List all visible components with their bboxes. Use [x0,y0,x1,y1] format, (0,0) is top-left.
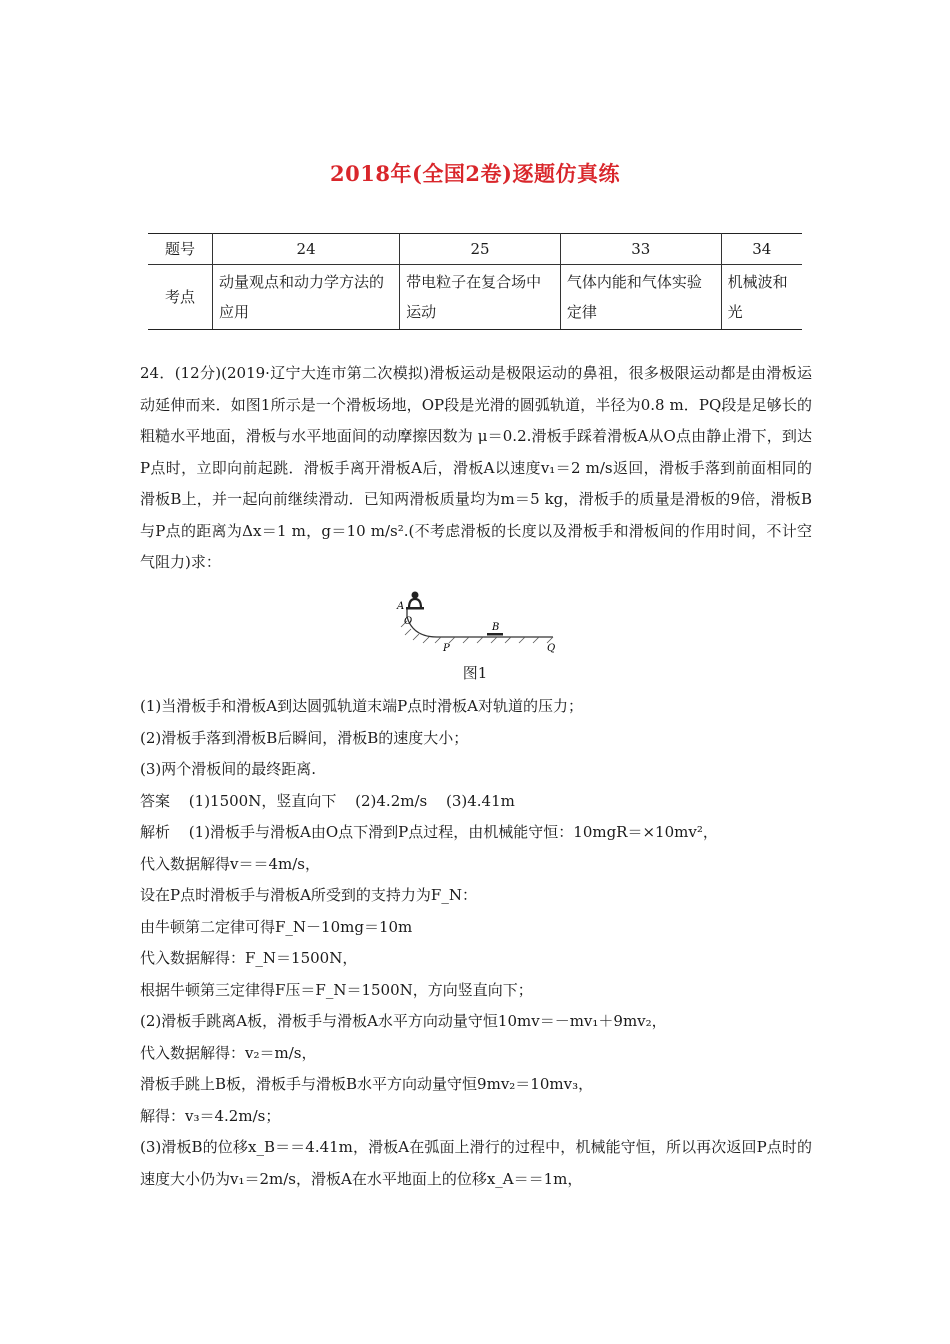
solution-line: 滑板手跳上B板，滑板手与滑板B水平方向动量守恒9mv₂＝10mv₃， [140,1075,594,1093]
solution-line-1 [140,817,812,849]
board-b-icon [487,633,503,636]
answer-part-2: (2)4.2m/s [355,791,428,810]
answer-line [140,786,812,818]
table-row [148,265,802,330]
skater-icon [406,592,424,610]
solution-line: 代入数据解得v＝＝4m/s， [140,854,320,873]
table-cell: 考点 [148,265,213,330]
table-cell: 25 [400,234,561,265]
solution-line: 根据牛顿第三定律得F压＝F_N＝1500N，方向竖直向下； [140,980,533,999]
table-cell: 33 [560,234,721,265]
table-cell: 动量观点和动力学方法的应用 [213,265,400,330]
label-b: B [492,622,500,633]
problem-text: 24．(12分)(2019·辽宁大连市第二次模拟)滑板运动是极限运动的鼻祖，很多极限运动都是由滑板运动延伸而来．如图1所示是一个滑板场地，OP段是光滑的圆弧轨道，半径为0.8 m．PQ段是足够长的粗糙水平地面，滑板与水平地面间的动摩擦因数为 μ＝0.2.滑板手踩着滑板A从O点由静止滑下，到达P点时，立即向前起跳．滑板手离开滑板A后，滑板A以速度v₁＝2 m/s返回，滑板手落到前面相同的滑板B上，并一起向前继续滑动．已知两滑板质量均为m＝5 kg，滑板手的质量是滑板的9倍，滑板B与P点的距离为Δx＝1 m，g＝10 m/s².(不考虑滑板的长度以及滑板手和滑板间的作用时间，不计空气阻力)求： [140,364,812,571]
solution-line: (3)滑板B的位移x_B＝＝4.41m，滑板A在弧面上滑行的过程中，机械能守恒，所以再次返回P点时的速度大小仍为v₁＝2m/s，滑板A在水平地面上的位移x_A＝＝1m， [140,1138,812,1188]
solution-line: 设在P点时滑板手与滑板A所受到的支持力为F_N： [140,886,477,904]
table-header-row [148,234,802,265]
solution-text: (1)滑板手与滑板A由O点下滑到P点过程，由机械能守恒：10mgR＝×10mv²， [188,823,718,841]
topic-table [148,233,802,330]
solution-label: 解析 [140,823,171,841]
questions-and-solution [140,691,812,1195]
answer-part-3: (3)4.41m [446,791,515,810]
problem-section [140,358,812,579]
answer-label: 答案 [140,791,171,810]
solution-line: 代入数据解得：v₂＝m/s， [140,1043,317,1062]
table-cell: 机械波和光 [721,265,802,330]
skateboard-track-figure [385,587,560,657]
page-title: 2018年(全国2卷)逐题仿真练 [330,161,620,186]
label-o: O [404,616,413,627]
question-1: (1)当滑板手和滑板A到达圆弧轨道末端P点时滑板A对轨道的压力； [140,697,584,715]
table-cell: 24 [213,234,400,265]
label-p: P [443,643,450,654]
answer-part-1: (1)1500N，竖直向下 [188,791,337,810]
table-cell: 题号 [148,234,213,265]
table-cell: 34 [721,234,802,265]
solution-line: 由牛顿第二定律可得F_N－10mg＝10m [140,917,413,936]
solution-line: (2)滑板手跳离A板，滑板手与滑板A水平方向动量守恒10mv＝－mv₁＋9mv₂， [140,1012,667,1030]
figure-caption: 图1 [462,664,488,682]
question-3: (3)两个滑板间的最终距离. [140,760,317,778]
solution-line: 解得：v₃＝4.2m/s； [140,1106,281,1125]
solution-line: 代入数据解得：F_N＝1500N， [140,949,358,967]
question-2: (2)滑板手落到滑板B后瞬间，滑板B的速度大小； [140,728,469,747]
table-cell: 带电粒子在复合场中运动 [400,265,561,330]
label-a: A [397,601,405,612]
label-q: Q [547,643,556,654]
table-cell: 气体内能和气体实验定律 [560,265,721,330]
